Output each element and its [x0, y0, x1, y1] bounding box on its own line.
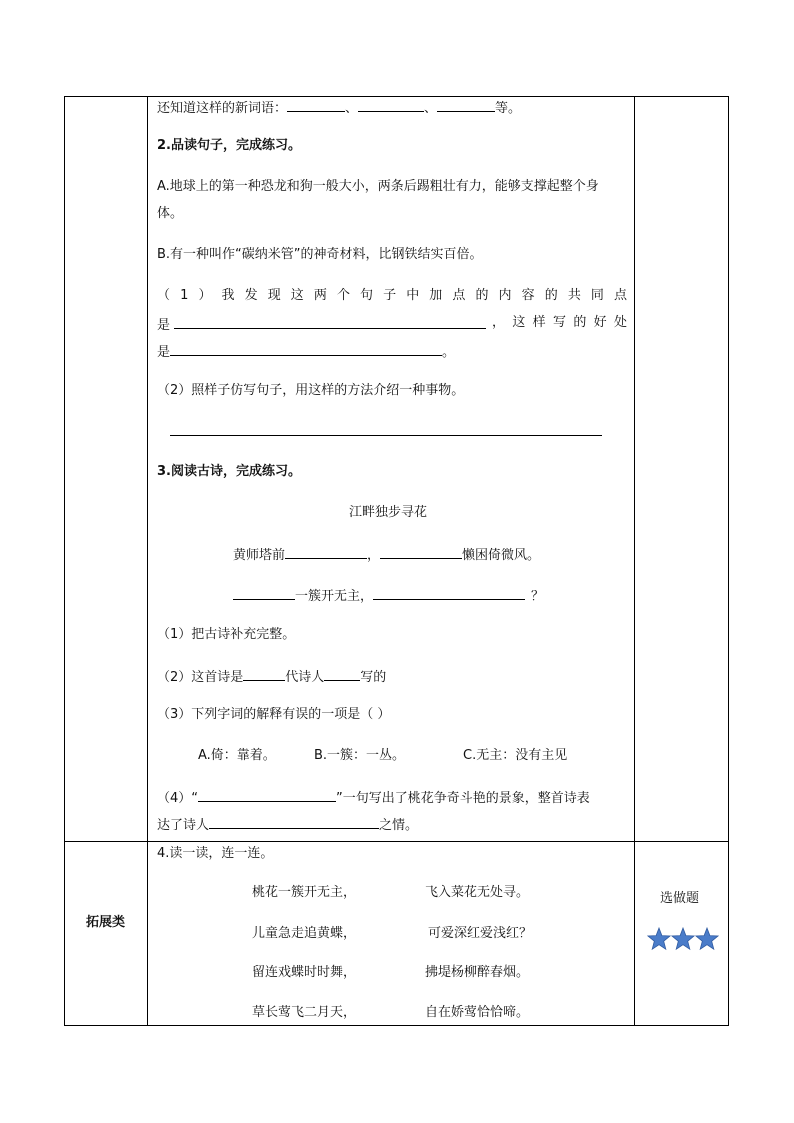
poem-text: 一簇开无主， — [295, 589, 374, 604]
sentence-a-line2: 体。 — [157, 206, 184, 221]
emotion-blank[interactable] — [209, 814, 379, 829]
q3-title: 3.阅读古诗，完成练习。 — [157, 464, 301, 479]
q3-sub2-text: 代诗人 — [285, 670, 325, 685]
poem-line2 — [233, 585, 544, 606]
q2-part1-line2-end: ，这样写的好处 — [492, 315, 627, 330]
match-left-3[interactable]: 留连戏蝶时时舞， — [252, 965, 357, 980]
blank[interactable] — [437, 97, 495, 112]
q3-sub4-text: ”一句写出了桃花争奇斗艳的景象，整首诗表 — [336, 791, 590, 806]
q3-sub2-text: 写的 — [360, 670, 387, 685]
q3-sub2-text: （2）这首诗是 — [157, 670, 244, 685]
poem-blank[interactable] — [380, 544, 462, 559]
poem-blank[interactable] — [285, 544, 367, 559]
row-divider — [64, 841, 729, 842]
dynasty-blank[interactable] — [243, 666, 285, 681]
imitation-answer-line[interactable] — [170, 435, 602, 436]
match-right-3[interactable]: 拂堤杨柳醉春烟。 — [425, 965, 530, 980]
q2-part2: （2）照样子仿写句子，用这样的方法介绍一种事物。 — [157, 383, 465, 398]
q2-label-shi2: 是 — [157, 345, 171, 360]
poet-blank[interactable] — [324, 666, 360, 681]
q3-sub1: （1）把古诗补充完整。 — [157, 627, 296, 642]
match-right-1[interactable]: 飞入菜花无处寻。 — [425, 885, 530, 900]
option-a[interactable]: A.倚：靠着。 — [198, 748, 276, 763]
star-icon — [695, 927, 719, 951]
new-words-line — [157, 97, 521, 118]
poem-title: 江畔独步寻花 — [349, 505, 428, 520]
separator: 、 — [345, 101, 359, 116]
q3-sub4-text: 达了诗人 — [157, 818, 210, 833]
star-icon — [671, 927, 695, 951]
q2-title: 2.品读句子，完成练习。 — [157, 138, 301, 153]
q2-part1-line3 — [157, 341, 455, 362]
column-divider-2 — [634, 96, 635, 1026]
q3-sub2 — [157, 666, 386, 687]
answer-blank[interactable] — [174, 314, 486, 329]
answer-blank[interactable] — [170, 341, 442, 356]
match-left-2[interactable]: 儿童急走追黄蝶， — [252, 926, 357, 941]
poem-blank[interactable] — [373, 585, 525, 600]
sentence-b: B.有一种叫作“碳纳米管”的神奇材料，比钢铁结实百倍。 — [157, 247, 483, 262]
q2-part1-line1: （1）我发现这两个句子中加点的内容的共同点 — [157, 288, 627, 303]
new-words-intro: 还知道这样的新词语： — [157, 101, 288, 116]
comma: ， — [367, 548, 381, 563]
match-left-1[interactable]: 桃花一簇开无主， — [252, 885, 357, 900]
star-icon — [647, 927, 671, 951]
q3-sub4-line1 — [157, 787, 590, 808]
match-left-4[interactable]: 草长莺飞二月天， — [252, 1005, 357, 1020]
option-b[interactable]: B.一簇：一丛。 — [314, 748, 406, 763]
verse-blank[interactable] — [198, 787, 336, 802]
match-right-4[interactable]: 自在娇莺恰恰啼。 — [425, 1005, 530, 1020]
optional-badge: 选做题 — [660, 891, 700, 906]
q2-label-shi: 是 — [157, 318, 171, 333]
question-mark: ？ — [531, 589, 545, 604]
q3-sub4-text: （4）“ — [157, 791, 199, 806]
poem-text: 黄师塔前 — [233, 548, 286, 563]
q3-sub4-text: 之情。 — [379, 818, 419, 833]
column-divider-1 — [147, 96, 148, 1026]
poem-line1 — [233, 544, 540, 565]
q3-sub4-line2 — [157, 814, 418, 835]
option-c[interactable]: C.无主：没有主见 — [463, 748, 568, 763]
sentence-a-line1: A.地球上的第一种恐龙和狗一般大小，两条后踢粗壮有力，能够支撑起整个身 — [157, 179, 599, 194]
blank[interactable] — [358, 97, 424, 112]
new-words-tail: 等。 — [495, 101, 522, 116]
separator: 、 — [424, 101, 438, 116]
q2-part1-line2 — [157, 314, 486, 335]
q4-title: 4.读一读，连一连。 — [157, 846, 274, 861]
period: 。 — [442, 345, 456, 360]
poem-text: 懒困倚微风。 — [462, 548, 541, 563]
blank[interactable] — [287, 97, 345, 112]
match-right-2[interactable]: 可爱深红爱浅红？ — [428, 926, 533, 941]
q3-sub3: （3）下列字词的解释有误的一项是（ ） — [157, 707, 391, 722]
category-label: 拓展类 — [86, 915, 126, 930]
poem-blank[interactable] — [233, 585, 295, 600]
